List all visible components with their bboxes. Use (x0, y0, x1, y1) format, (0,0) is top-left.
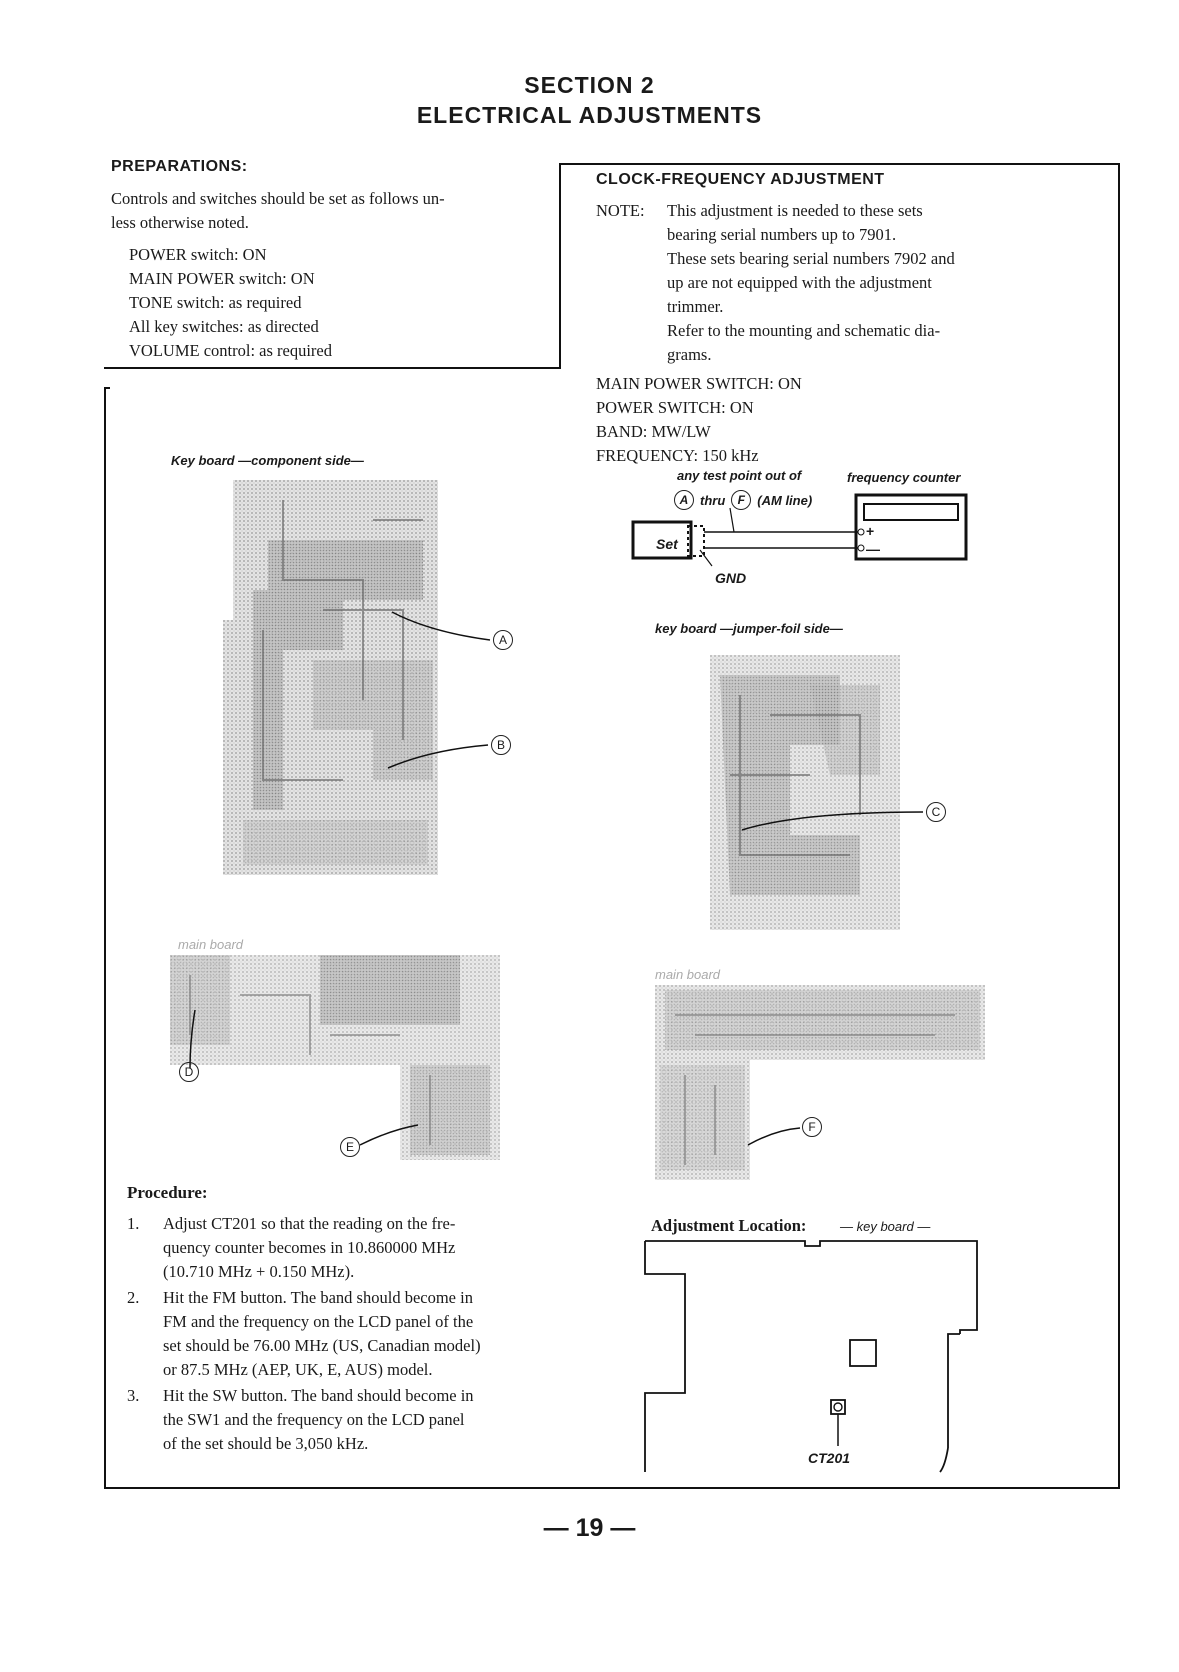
adjustment-location-board: — key board — (840, 1219, 931, 1234)
note-line: grams. (667, 345, 712, 364)
page-number: — 19 — (543, 1514, 636, 1542)
clock-box-top (559, 163, 1120, 165)
prep-box-bottom (104, 367, 560, 369)
step-line: or 87.5 MHz (AEP, UK, E, AUS) model. (163, 1360, 433, 1379)
frame-right (1118, 163, 1120, 1489)
test-setup-diagram (630, 490, 980, 570)
pointer-line (730, 508, 734, 532)
plus-sign: + (866, 523, 875, 539)
section-number: SECTION 2 (524, 72, 655, 98)
note-line: These sets bearing serial numbers 7902 and (667, 249, 955, 268)
intro-line: less otherwise noted. (111, 213, 249, 232)
setting-main-power: MAIN POWER switch: ON (129, 269, 315, 288)
setting-volume: VOLUME control: as required (129, 341, 332, 360)
component-square (850, 1340, 876, 1366)
step-line: (10.710 MHz + 0.150 MHz). (163, 1262, 355, 1281)
setting-band: BAND: MW/LW (596, 422, 711, 441)
minus-sign: — (866, 541, 880, 557)
step-line: the SW1 and the frequency on the LCD panel (163, 1410, 465, 1429)
adjustment-location-label: Adjustment Location: (651, 1216, 807, 1235)
setting-frequency: FREQUENCY: 150 kHz (596, 446, 759, 465)
frame-left-tick (104, 387, 110, 389)
step-number: 3. (127, 1386, 140, 1405)
set-label: Set (656, 536, 678, 552)
clock-box-left (559, 163, 561, 369)
frame-bottom (104, 1487, 1120, 1489)
procedure-steps (127, 1212, 557, 1456)
test-point-c: C (926, 802, 946, 822)
gnd-pointer (700, 550, 712, 566)
test-point-b: B (491, 735, 511, 755)
note-line: bearing serial numbers up to 7901. (667, 225, 897, 244)
step-line: Hit the SW button. The band should become in (163, 1386, 474, 1405)
key-board-component-photo (223, 480, 448, 875)
preparations-settings (129, 243, 332, 363)
step-number: 2. (127, 1288, 140, 1307)
test-point-f: F (802, 1117, 822, 1137)
marker-f-symbol: F (731, 490, 751, 510)
ct201-label: CT201 (808, 1450, 851, 1466)
step-line: Adjust CT201 so that the reading on the fre- (163, 1214, 456, 1233)
note-line: up are not equipped with the adjustment (667, 273, 932, 292)
ct201-trimmer-icon (831, 1400, 845, 1414)
frame-left (104, 387, 106, 1489)
step-line: set should be 76.00 MHz (US, Canadian model) (163, 1336, 481, 1355)
procedure-step-3 (127, 1384, 557, 1456)
step-line: Hit the FM button. The band should become in (163, 1288, 473, 1307)
note-line: trimmer. (667, 297, 724, 316)
main-board-right-caption: main board (655, 967, 721, 982)
plus-terminal (858, 529, 864, 535)
main-board-left-caption: main board (178, 937, 244, 952)
setting-power: POWER switch: ON (129, 245, 267, 264)
procedure-step-1 (127, 1212, 557, 1284)
note-line: Refer to the mounting and schematic dia- (667, 321, 941, 340)
step-line: of the set should be 3,050 kHz. (163, 1434, 369, 1453)
step-line: FM and the frequency on the LCD panel of the (163, 1312, 474, 1331)
setting-power: POWER SWITCH: ON (596, 398, 754, 417)
test-point-d: D (179, 1062, 199, 1082)
key-board-component-caption: Key board —component side— (171, 453, 364, 468)
step-line: quency counter becomes in 10.860000 MHz (163, 1238, 456, 1257)
clock-heading: CLOCK-FREQUENCY ADJUSTMENT (596, 171, 885, 188)
preparations-intro (111, 187, 541, 235)
procedure-heading: Procedure: (127, 1183, 208, 1202)
note-line: This adjustment is needed to these sets (667, 201, 923, 220)
thru-label: thru (700, 492, 726, 508)
main-board-left-photo (170, 955, 500, 1160)
key-board-jumper-caption: key board —jumper-foil side— (655, 621, 843, 636)
test-point-e: E (340, 1137, 360, 1157)
setting-main-power: MAIN POWER SWITCH: ON (596, 374, 802, 393)
gnd-label: GND (715, 570, 747, 586)
intro-line: Controls and switches should be set as follows un- (111, 189, 445, 208)
setting-tone: TONE switch: as required (129, 293, 302, 312)
test-point-label: any test point out of (677, 468, 802, 483)
key-board-jumper-photo (710, 655, 900, 930)
marker-a-symbol: A (674, 490, 694, 510)
section-title: ELECTRICAL ADJUSTMENTS (416, 102, 763, 128)
preparations-heading: PREPARATIONS: (111, 158, 248, 175)
adjustment-location-outline (640, 1238, 985, 1474)
step-number: 1. (127, 1214, 140, 1233)
note-label: NOTE: (596, 201, 645, 220)
test-point-a: A (493, 630, 513, 650)
procedure-step-2 (127, 1286, 557, 1382)
main-board-right-photo (655, 985, 985, 1180)
note-text (667, 199, 1017, 367)
clock-settings (596, 372, 802, 468)
am-line-label: (AM line) (757, 492, 813, 508)
counter-display (864, 504, 958, 520)
setting-keys: All key switches: as directed (129, 317, 319, 336)
minus-terminal (858, 545, 864, 551)
counter-label: frequency counter (847, 470, 961, 485)
